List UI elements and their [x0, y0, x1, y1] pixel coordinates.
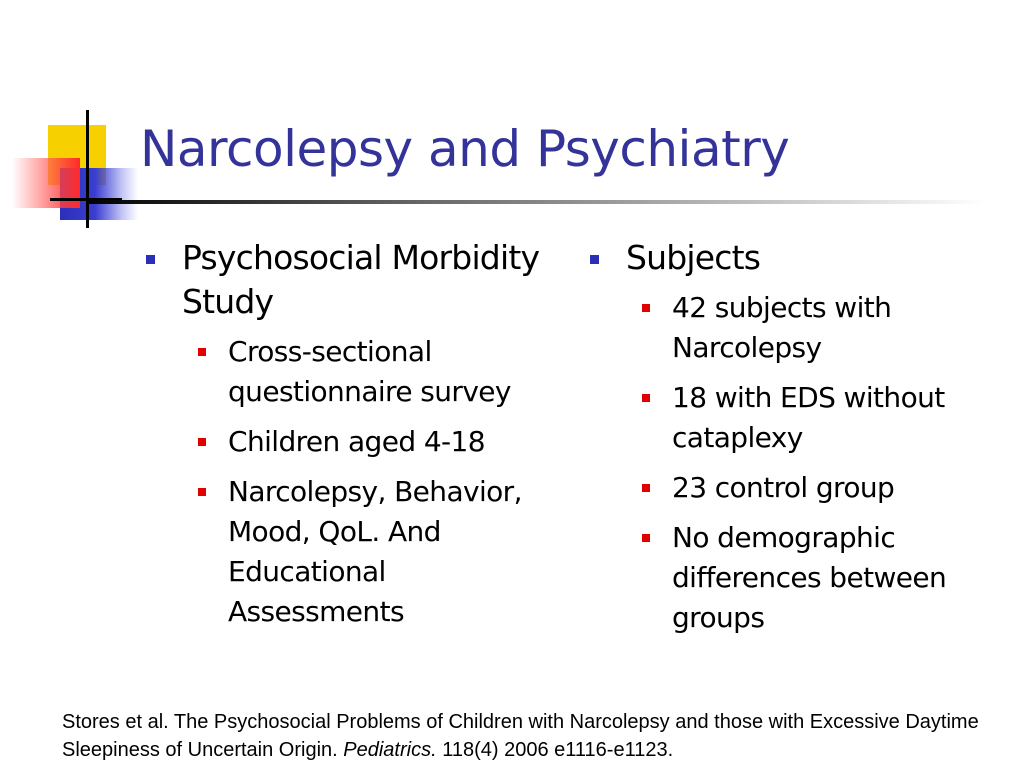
left-column — [142, 236, 562, 642]
right-sub-list — [586, 288, 1006, 638]
square-bullet-icon — [642, 394, 650, 402]
citation — [62, 708, 1002, 764]
list-item — [142, 422, 562, 462]
left-heading: Psychosocial Morbidity Study — [182, 238, 540, 321]
list-item — [586, 378, 1006, 458]
list-item-text: 23 control group — [672, 471, 895, 504]
square-bullet-icon — [198, 488, 206, 496]
list-item — [586, 518, 1006, 638]
right-heading: Subjects — [626, 238, 761, 277]
list-item-text: Children aged 4-18 — [228, 425, 485, 458]
square-bullet-icon — [198, 438, 206, 446]
list-item — [586, 468, 1006, 508]
right-column — [586, 236, 1006, 648]
right-heading-item — [586, 236, 1006, 280]
decorative-logo — [0, 100, 140, 240]
title-underline — [86, 200, 986, 204]
list-item — [142, 472, 562, 632]
slide-title: Narcolepsy and Psychiatry — [140, 120, 790, 178]
square-bullet-icon — [590, 255, 599, 264]
left-sub-list — [142, 332, 562, 632]
list-item-text: No demographic differences between groups — [672, 521, 947, 634]
list-item-text: Cross-sectional questionnaire survey — [228, 335, 511, 408]
square-bullet-icon — [642, 484, 650, 492]
citation-journal: Pediatrics. — [343, 739, 437, 761]
square-bullet-icon — [642, 534, 650, 542]
list-item — [142, 332, 562, 412]
citation-text: Stores et al. The Psychosocial Problems of Children with Narcolepsy and those with Excessive Daytime Sleepiness of Uncertain Origin. — [62, 711, 979, 761]
square-bullet-icon — [146, 255, 155, 264]
list-item — [586, 288, 1006, 368]
logo-vertical-line — [86, 110, 89, 228]
citation-details: 118(4) 2006 e1116-e1123. — [442, 739, 674, 761]
square-bullet-icon — [198, 348, 206, 356]
left-heading-item — [142, 236, 562, 324]
square-bullet-icon — [642, 304, 650, 312]
list-item-text: Narcolepsy, Behavior, Mood, QoL. And Educational Assessments — [228, 475, 522, 628]
list-item-text: 18 with EDS without cataplexy — [672, 381, 945, 454]
list-item-text: 42 subjects with Narcolepsy — [672, 291, 892, 364]
